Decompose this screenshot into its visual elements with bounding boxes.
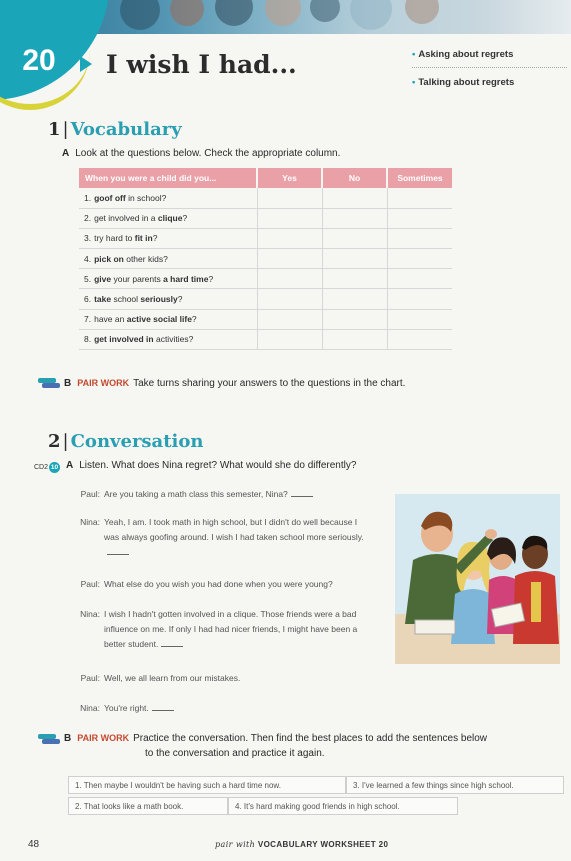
instruction-2b-continued: to the conversation and practice it again. [145, 748, 325, 759]
instruction-1a: A Look at the questions below. Check the appropriate column. [62, 148, 341, 159]
table-row [79, 329, 452, 349]
pair-work-icon [38, 734, 60, 744]
conversation-line: Nina: I wish I hadn't gotten involved in a clique. Those friends were a bad influence on me. If only I had had nicer friends, I might have been a better student. [80, 609, 358, 649]
answer-checkbox-cell[interactable] [322, 188, 387, 208]
pair-work-label: PAIR WORK [77, 733, 130, 743]
answer-checkbox-cell[interactable] [387, 208, 452, 228]
goal-item: • Asking about regrets [412, 46, 567, 68]
sentence-option: 3. I've learned a few things since high school. [346, 776, 564, 794]
answer-checkbox-cell[interactable] [257, 269, 322, 289]
answer-checkbox-cell[interactable] [257, 208, 322, 228]
goal-item: • Talking about regrets [412, 77, 515, 88]
unit-goals [412, 46, 567, 95]
answer-checkbox-cell[interactable] [257, 249, 322, 269]
bullet-icon: • [412, 77, 416, 88]
answer-checkbox-cell[interactable] [322, 208, 387, 228]
bullet-icon: • [412, 49, 416, 60]
conversation-line: Nina: You're right. [70, 701, 380, 716]
answer-checkbox-cell[interactable] [322, 309, 387, 329]
page-number: 48 [28, 839, 40, 850]
answer-blank [161, 639, 183, 647]
answer-checkbox-cell[interactable] [387, 188, 452, 208]
worksheet-reference: pair with VOCABULARY WORKSHEET 20 [215, 840, 389, 849]
column-header: No [322, 168, 387, 188]
column-header: When you were a child did you... [79, 168, 257, 188]
answer-checkbox-cell[interactable] [322, 249, 387, 269]
answer-blank [152, 703, 174, 711]
instruction-1b: B PAIR WORK Take turns sharing your answers to the questions in the chart. [64, 378, 406, 389]
answer-checkbox-cell[interactable] [387, 269, 452, 289]
students-illustration [395, 494, 560, 664]
pair-work-label: PAIR WORK [77, 378, 130, 388]
answer-checkbox-cell[interactable] [387, 228, 452, 248]
table-row [79, 289, 452, 309]
instruction-2b: B PAIR WORK Practice the conversation. Then find the best places to add the sentences below [64, 733, 488, 744]
badge-pointer-icon [80, 56, 92, 72]
question-cell: 4. pick on other kids? [79, 249, 257, 269]
table-row [79, 249, 452, 269]
question-cell: 6. take school seriously? [79, 289, 257, 309]
vocabulary-table [79, 168, 452, 350]
unit-number: 20 [22, 44, 56, 77]
instruction-2a: A Listen. What does Nina regret? What would she do differently? [66, 460, 357, 471]
table-row [79, 228, 452, 248]
question-cell: 8. get involved in activities? [79, 329, 257, 349]
question-cell: 7. have an active social life? [79, 309, 257, 329]
sentence-option: 2. That looks like a math book. [68, 797, 228, 815]
audio-track-icon: 10 [50, 464, 59, 471]
conversation-line: Paul: What else do you wish you had done when you were young? [80, 579, 333, 589]
table-row [79, 188, 452, 208]
answer-checkbox-cell[interactable] [387, 289, 452, 309]
conversation-line: Paul: Well, we all learn from our mistakes. [80, 673, 241, 683]
cd-track-tag: CD2 10 [34, 464, 59, 471]
answer-blank [107, 547, 129, 555]
conversation-line: Nina: Yeah, I am. I took math in high school, but I didn't do well because I was always goofing around. I wish I had taken school more seriously. [70, 515, 380, 560]
column-header: Sometimes [387, 168, 452, 188]
question-cell: 2. get involved in a clique? [79, 208, 257, 228]
answer-checkbox-cell[interactable] [387, 309, 452, 329]
sentence-option: 4. It's hard making good friends in high school. [228, 797, 458, 815]
conversation-line: Paul: Are you taking a math class this semester, Nina? [70, 487, 380, 502]
answer-checkbox-cell[interactable] [257, 228, 322, 248]
table-row [79, 208, 452, 228]
unit-title: I wish I had... [106, 50, 297, 79]
question-cell: 1. goof off in school? [79, 188, 257, 208]
question-cell: 5. give your parents a hard time? [79, 269, 257, 289]
answer-checkbox-cell[interactable] [257, 289, 322, 309]
section-heading-conversation: 2 | Conversation [48, 431, 204, 452]
answer-checkbox-cell[interactable] [322, 289, 387, 309]
answer-checkbox-cell[interactable] [257, 309, 322, 329]
answer-checkbox-cell[interactable] [257, 188, 322, 208]
answer-checkbox-cell[interactable] [387, 249, 452, 269]
table-row [79, 309, 452, 329]
table-header-row [79, 168, 452, 188]
answer-checkbox-cell[interactable] [387, 329, 452, 349]
column-header: Yes [257, 168, 322, 188]
sentence-option: 1. Then maybe I wouldn't be having such a hard time now. [68, 776, 346, 794]
answer-checkbox-cell[interactable] [322, 329, 387, 349]
answer-blank [291, 489, 313, 497]
answer-checkbox-cell[interactable] [257, 329, 322, 349]
answer-checkbox-cell[interactable] [322, 269, 387, 289]
pair-work-icon [38, 378, 60, 388]
table-row [79, 269, 452, 289]
answer-checkbox-cell[interactable] [322, 228, 387, 248]
question-cell: 3. try hard to fit in? [79, 228, 257, 248]
section-heading-vocabulary: 1 | Vocabulary [48, 119, 182, 140]
